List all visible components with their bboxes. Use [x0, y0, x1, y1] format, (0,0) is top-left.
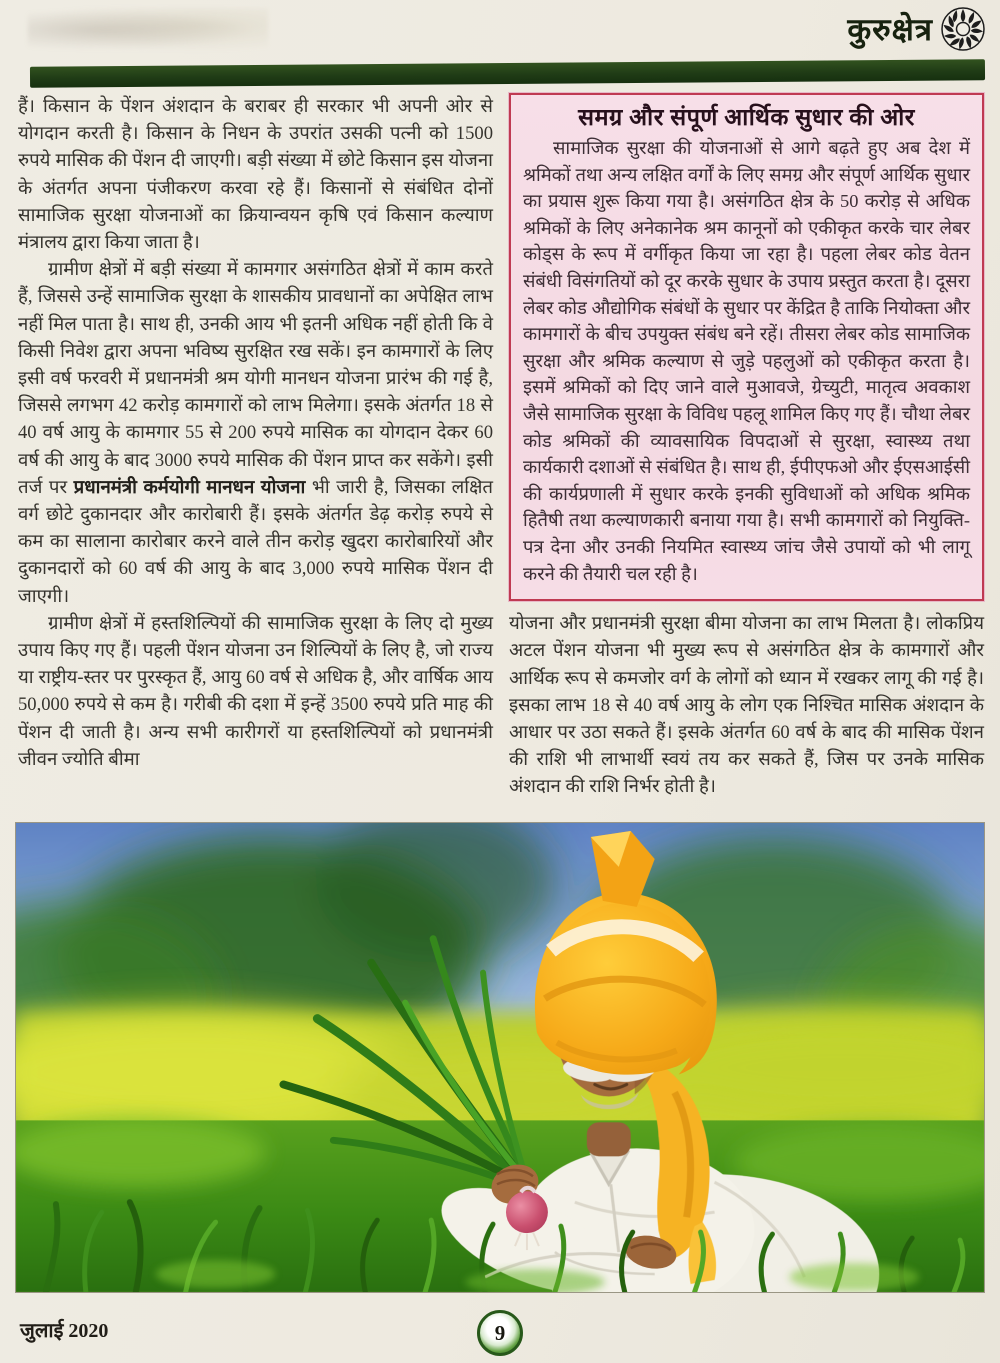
- paragraph: हैं। किसान के पेंशन अंशदान के बराबर ही सरकार भी अपनी ओर से योगदान करती है। किसान के निधन के उपरांत उसकी पत्नी को 1500 रुपये मासिक की पेंशन दी जाएगी। बड़ी संख्या में छोटे किसान इस योजना के अंतर्गत अपना पंजीकरण करवा रहे हैं। किसानों से संबंधित दोनों सामाजिक सुरक्षा योजनाओं का क्रियान्वयन कृषि एवं किसान कल्याण मंत्रालय द्वारा किया जाता है।: [18, 96, 493, 254]
- highlight-box-body: सामाजिक सुरक्षा की योजनाओं से आगे बढ़ते हुए अब देश में श्रमिकों तथा अन्य लक्षित वर्गों के लिए समग्र और संपूर्ण आर्थिक सुधार का प्रयास शुरू किया गया है। असंगठित क्षेत्र के 50 करोड़ से अधिक श्रमिकों के लिए अनेकानेक श्रम कानूनों को एकीकृत करके चार लेबर कोड्स के रूप में वर्गीकृत किया जा रहा है। पहला लेबर कोड वेतन संबंधी विसंगतियों को दूर करके सुधार के उपाय प्रस्तुत करता है। दूसरा लेबर कोड औद्योगिक संबंधों के सुधार पर केंद्रित है ताकि नियोक्ता और कामगारों के बीच उपयुक्त संबंध बने रहें। तीसरा लेबर कोड सामाजिक सुरक्षा और श्रमिक कल्याण से जुड़े पहलुओं को एकीकृत करता है। इसमें श्रमिकों को दिए जाने वाले मुआवजे, ग्रेच्युटी, मातृत्व अवकाश जैसे सामाजिक सुरक्षा के विविध पहलू शामिल किए गए हैं। चौथा लेबर कोड श्रमिकों की व्यावसायिक विपदाओं से सुरक्षा, स्वास्थ्य तथा कार्यकारी दशाओं से संबंधित है। साथ ही, ईपीएफओ और ईएसआईसी की कार्यप्रणाली में सुधार करके इनकी सुविधाओं को अधिक श्रमिक हितैषी तथा कल्याणकारी बनाया गया है। सभी कामगारों को नियुक्ति-पत्र देना और उनकी नियमित स्वास्थ्य जांच जैसे उपायों को भी लागू करने की तैयारी चल रही है।: [523, 138, 970, 584]
- highlight-box-title: समग्र और संपूर्ण आर्थिक सुधार की ओर: [578, 105, 915, 131]
- right-column: [509, 93, 984, 801]
- magazine-title: कुरुक्षेत्र: [847, 12, 933, 47]
- footer-issue-date: जुलाई 2020: [20, 1320, 109, 1342]
- left-column: [18, 93, 493, 801]
- page-number: 9: [494, 1320, 506, 1345]
- paragraph: योजना और प्रधानमंत्री सुरक्षा बीमा योजना का लाभ मिलता है। लोकप्रिय अटल पेंशन योजना भी मुख्य रूप से असंगठित क्षेत्र के कामगारों और आर्थिक रूप से कमजोर वर्ग के लोगों को ध्यान में रखकर लागू की गई है। इसका लाभ 18 से 40 वर्ष आयु के लोग एक निश्चित मासिक अंशदान के आधार पर उठा सकते हैं। इसके अंतर्गत 60 वर्ष के बाद की मासिक पेंशन की राशि भी लाभार्थी स्वयं तय कर सकते हैं, जिस पर उनके मासिक अंशदान की राशि निर्भर होती है।: [509, 613, 984, 798]
- paragraph: [18, 256, 493, 610]
- header-divider-bar: [30, 59, 985, 87]
- highlight-box: [509, 93, 984, 601]
- scan-smudge: [28, 8, 268, 52]
- farmer-photo: [15, 822, 985, 1293]
- article-body: [18, 93, 984, 801]
- paragraph-text: ग्रामीण क्षेत्रों में बड़ी संख्या में कामगार असंगठित क्षेत्रों में काम करते हैं, जिससे उन्हें सामाजिक सुरक्षा के शासकीय प्रावधानों का अपेक्षित लाभ नहीं मिल पाता है। साथ ही, उनकी आय भी इतनी अधिक नहीं होती कि वे किसी निवेश द्वारा अपना भविष्य सुरक्षित रख सकें। इन कामगारों के लिए इसी वर्ष फरवरी में प्रधानमंत्री श्रम योगी मानधन योजना प्रारंभ की गई है, जिससे लगभग 42 करोड़ कामगारों को लाभ मिलेगा। इसके अंतर्गत 18 से 40 वर्ष आयु के कामगार 55 से 200 रुपये मासिक का योगदान देकर 60 वर्ष की आयु के बाद 3000 रुपये मासिक की पेंशन प्राप्त कर सकेंगे। इसी तर्ज पर: [18, 259, 493, 498]
- farmer-photo-illustration: [16, 823, 984, 1292]
- magazine-rosette-logo-icon: [940, 6, 986, 52]
- paragraph: ग्रामीण क्षेत्रों में हस्तशिल्पियों की सामाजिक सुरक्षा के लिए दो मुख्य उपाय किए गए हैं। पहली पेंशन योजना उन शिल्पियों के लिए है, जो राज्य या राष्ट्रीय-स्तर पर पुरस्कृत हैं, आयु 60 वर्ष से अधिक है, और वार्षिक आय 50,000 रुपये से कम है। गरीबी की दशा में इन्हें 3500 रुपये प्रति माह की पेंशन दी जाती है। अन्य सभी कारीगरों या हस्तशिल्पियों को प्रधानमंत्री जीवन ज्योति बीमा: [18, 612, 493, 770]
- paragraph-text: भी जारी है, जिसका लक्षित वर्ग छोटे दुकानदार और कारोबारी हैं। इसके अंतर्गत डेढ़ करोड़ रुपये से कम का सालाना कारोबार करने वाले तीन करोड़ खुदरा कारोबारियों और दुकानदारों को 60 वर्ष की आयु के बाद 3,000 रुपये मासिक पेंशन दी जाएगी।: [18, 476, 494, 607]
- scheme-name-bold: प्रधानमंत्री कर्मयोगी मानधन योजना: [73, 476, 306, 498]
- masthead: [847, 6, 986, 52]
- page-number-badge: [477, 1310, 523, 1356]
